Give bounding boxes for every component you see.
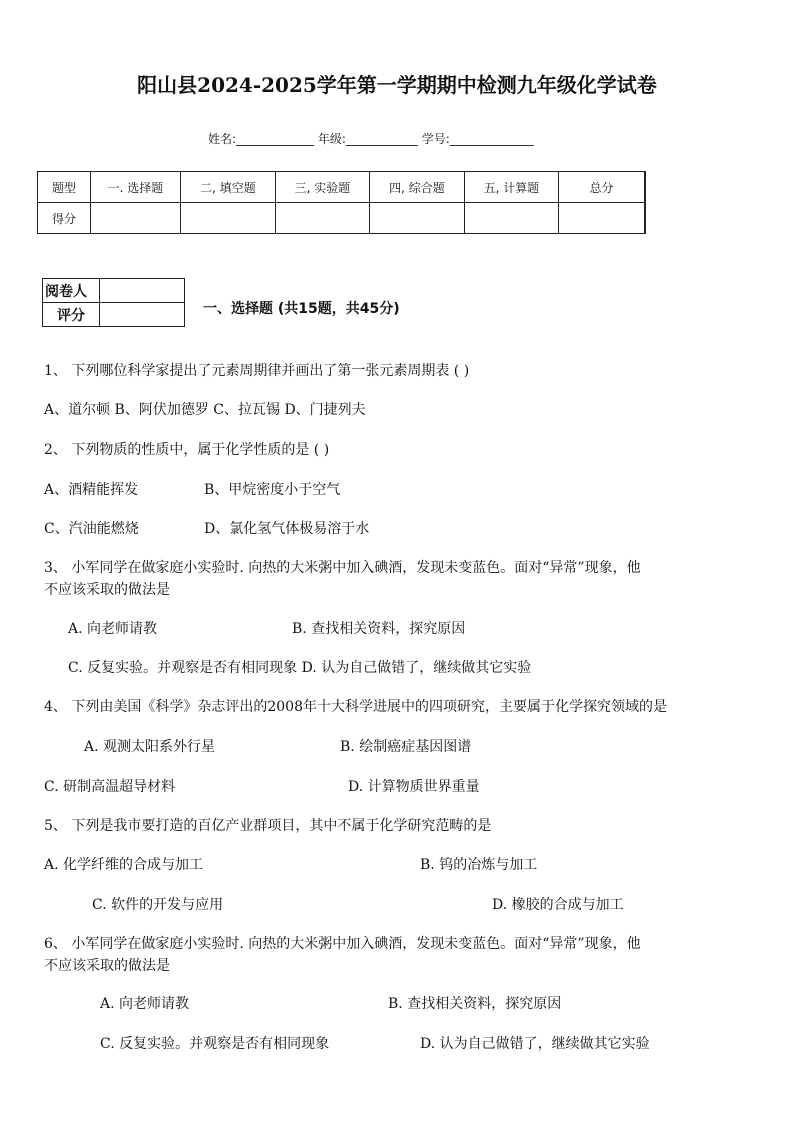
question-6-option-b: B. 查找相关资料，探究原因 [388,996,562,1012]
question-1-options: A、道尔顿 B、阿伏加德罗 C、拉瓦锡 D、门捷列夫 [44,402,366,418]
score-input-cell[interactable] [559,203,646,234]
header-cell: 题型 [38,172,91,203]
score-table-score-row [38,203,646,234]
score-input-cell[interactable] [370,203,465,234]
header-cell: 一. 选择题 [91,172,181,203]
question-5-option-c: C. 软件的开发与应用 [92,897,224,913]
question-5-option-b: B. 钨的冶炼与加工 [420,857,538,873]
student-info-line: 姓名:_____________ 年级:____________ 学号:______________ [208,132,534,146]
question-4-option-c: C. 研制高温超导材料 [44,779,176,795]
question-3-option-a: A. 向老师请教 [68,621,158,637]
question-4-option-d: D. 计算物质世界重量 [348,779,480,795]
page-title: 阳山县2024-2025学年第一学期期中检测九年级化学试卷 [137,73,657,97]
question-2: 2、 下列物质的性质中，属于化学性质的是 ( ) [44,442,330,458]
question-5-option-a: A. 化学纤维的合成与加工 [44,857,204,873]
header-cell: 三, 实验题 [276,172,370,203]
score-table-header-row [38,172,646,203]
question-6-line-1: 6、 小军同学在做家庭小实验时. 向热的大米粥中加入碘酒，发现未变蓝色。面对“异常”现象，他 [44,936,641,952]
score-input-cell[interactable] [465,203,559,234]
question-6-option-d: D. 认为自己做错了，继续做其它实验 [420,1036,650,1052]
header-cell: 四, 综合题 [370,172,465,203]
question-2-option-a: A、酒精能挥发 [44,482,139,498]
reviewer-box [42,278,185,327]
question-4-option-b: B. 绘制癌症基因图谱 [340,739,472,755]
row-label-cell: 得分 [38,203,91,234]
question-5-option-d: D. 橡胶的合成与加工 [492,897,624,913]
question-6-line-2: 不应该采取的做法是 [44,958,170,974]
score-box-input-cell[interactable] [100,303,185,327]
question-2-option-b: B、甲烷密度小于空气 [204,482,341,498]
question-6-option-a: A. 向老师请教 [100,996,190,1012]
score-input-cell[interactable] [181,203,276,234]
header-cell: 总分 [559,172,646,203]
question-3-line-1: 3、 小军同学在做家庭小实验时. 向热的大米粥中加入碘酒，发现未变蓝色。面对“异常”现象，他 [44,560,641,576]
score-table [37,171,646,234]
question-4: 4、 下列由美国《科学》杂志评出的2008年十大科学进展中的四项研究，主要属于化学探究领域的是 [44,699,667,715]
score-label: 评分 [43,303,100,327]
question-1: 1、 下列哪位科学家提出了元素周期律并画出了第一张元素周期表 ( ) [44,363,470,379]
question-2-option-d: D、氯化氢气体极易溶于水 [204,521,370,537]
header-cell: 二, 填空题 [181,172,276,203]
question-4-option-a: A. 观测太阳系外行星 [84,739,216,755]
question-6-option-c: C. 反复实验。并观察是否有相同现象 [100,1036,330,1052]
score-input-cell[interactable] [91,203,181,234]
question-3-options-cd: C. 反复实验。并观察是否有相同现象 D. 认为自己做错了，继续做其它实验 [68,660,532,676]
score-input-cell[interactable] [276,203,370,234]
question-3-line-2: 不应该采取的做法是 [44,582,170,598]
question-5: 5、 下列是我市要打造的百亿产业群项目，其中不属于化学研究范畴的是 [44,818,492,834]
header-cell: 五, 计算题 [465,172,559,203]
reviewer-input-cell[interactable] [100,279,185,303]
section-title: 一、选择题 (共15题，共45分) [203,301,400,317]
reviewer-label: 阅卷人 [43,279,100,303]
question-3-option-b: B. 查找相关资料，探究原因 [292,621,466,637]
question-2-option-c: C、汽油能燃烧 [44,521,139,537]
